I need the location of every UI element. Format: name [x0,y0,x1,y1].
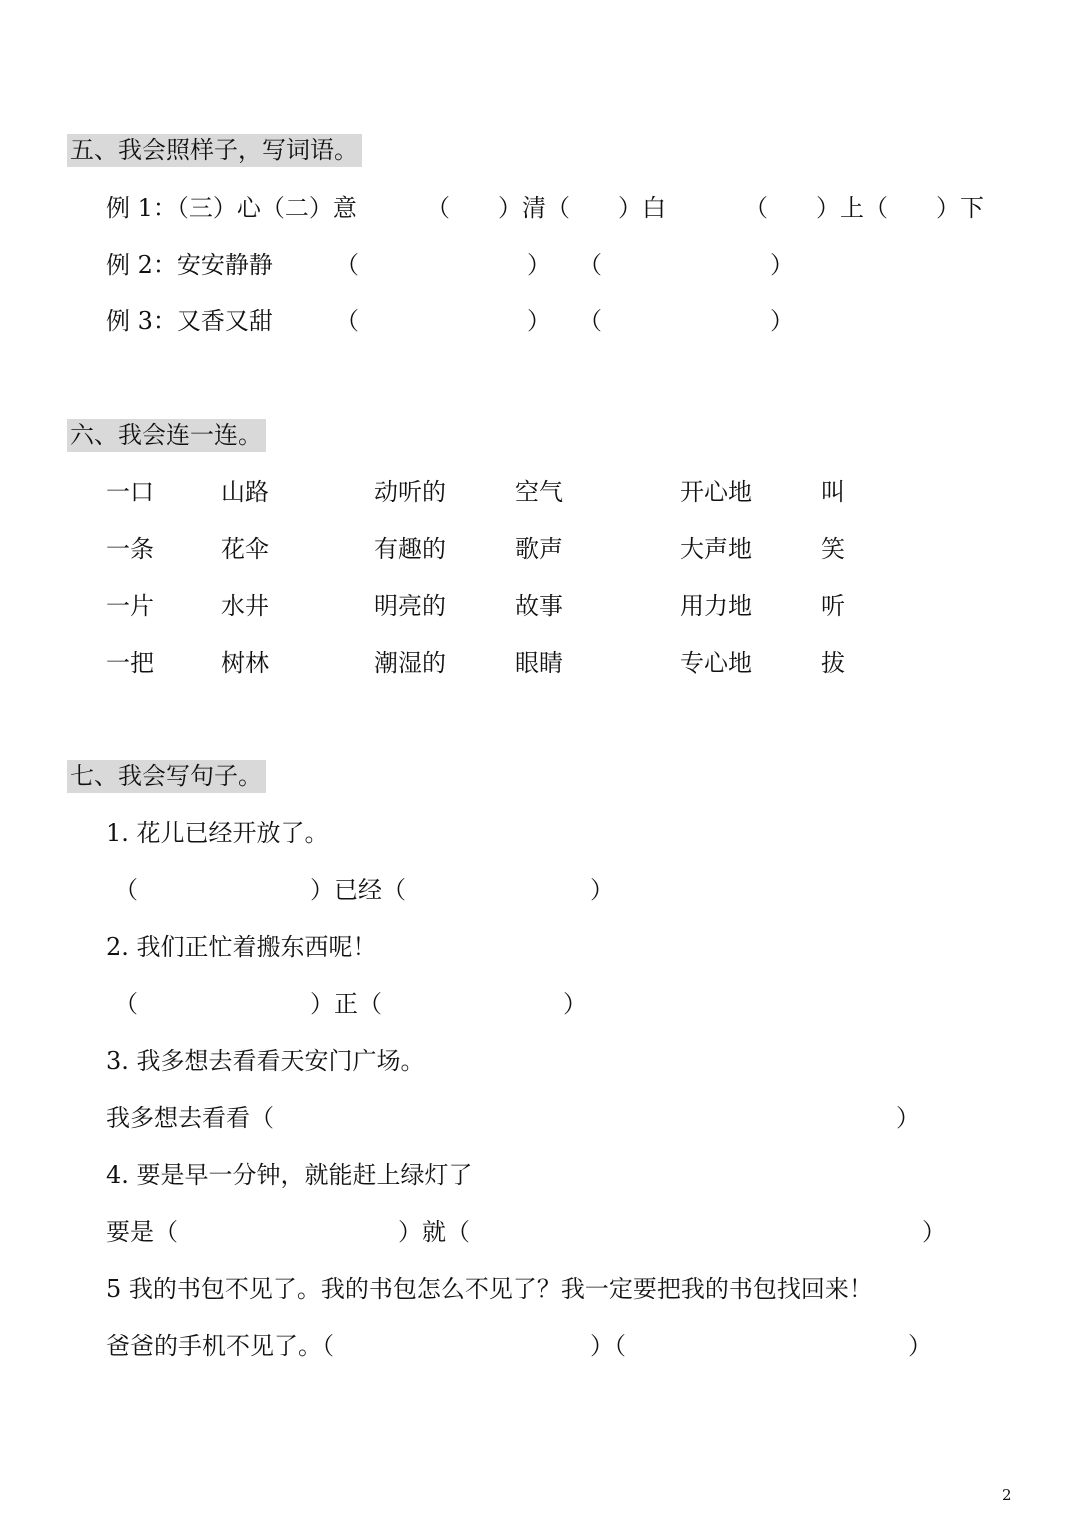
example-1-blank-1[interactable]: （ ）清（ ）白 [426,194,666,222]
match-col5-item[interactable]: 专心地 [680,649,752,677]
sentence-2-blank-close[interactable]: ） [563,990,587,1018]
match-col6-item[interactable]: 叫 [821,478,845,506]
match-col6-item[interactable]: 笑 [821,535,845,563]
match-col1-item[interactable]: 一口 [106,478,154,506]
sentence-5-blank-close[interactable]: ） [908,1332,932,1360]
section-5-heading: 五、我会照样子，写词语。 [67,134,362,167]
example-1-blank-2[interactable]: （ ）上（ ）下 [744,194,984,222]
match-col1-item[interactable]: 一片 [106,592,154,620]
sentence-5-prompt: 5 我的书包不见了。我的书包怎么不见了？我一定要把我的书包找回来！ [106,1275,873,1303]
match-col1-item[interactable]: 一条 [106,535,154,563]
sentence-2-blank-open[interactable]: （ [114,990,138,1018]
sentence-3-blank-close[interactable]: ） [896,1104,920,1132]
match-col2-item[interactable]: 水井 [221,592,269,620]
match-col4-item[interactable]: 歌声 [515,535,563,563]
match-col3-item[interactable]: 有趣的 [374,535,446,563]
match-col4-item[interactable]: 眼睛 [515,649,563,677]
match-col2-item[interactable]: 花伞 [221,535,269,563]
sentence-4-answer-prefix[interactable]: 要是（ [106,1218,178,1246]
section-6-heading: 六、我会连一连。 [67,419,266,452]
sentence-4-prompt: 4. 要是早一分钟，就能赶上绿灯了 [106,1161,473,1189]
match-col5-item[interactable]: 大声地 [680,535,752,563]
match-col1-item[interactable]: 一把 [106,649,154,677]
match-col4-item[interactable]: 故事 [515,592,563,620]
sentence-4-blank-close[interactable]: ） [922,1218,946,1246]
sentence-1-blank-close[interactable]: ） [590,876,614,904]
example-1-label: 例 1：（三）心（二）意 [106,194,357,222]
example-2-label: 例 2：安安静静 [106,251,273,279]
sentence-2-prompt: 2. 我们正忙着搬东西呢！ [106,933,377,961]
match-col3-item[interactable]: 动听的 [374,478,446,506]
match-col5-item[interactable]: 用力地 [680,592,752,620]
sentence-3-prompt: 3. 我多想去看看天安门广场。 [106,1047,425,1075]
match-col3-item[interactable]: 明亮的 [374,592,446,620]
section-7-heading: 七、我会写句子。 [67,760,266,793]
match-col6-item[interactable]: 拔 [821,649,845,677]
example-3-blank-2[interactable]: （ ） [578,307,794,335]
sentence-5-connector[interactable]: ）（ [590,1332,626,1360]
sentence-1-blank-open[interactable]: （ [114,876,138,904]
page-number: 2 [1002,1486,1012,1504]
sentence-1-prompt: 1. 花儿已经开放了。 [106,819,329,847]
example-2-blank-2[interactable]: （ ） [578,251,794,279]
match-col4-item[interactable]: 空气 [515,478,563,506]
match-col2-item[interactable]: 树林 [221,649,269,677]
example-3-blank-1[interactable]: （ ） [335,307,551,335]
sentence-2-connector[interactable]: ）正（ [310,990,382,1018]
match-col3-item[interactable]: 潮湿的 [374,649,446,677]
sentence-1-connector[interactable]: ）已经（ [310,876,406,904]
match-col5-item[interactable]: 开心地 [680,478,752,506]
match-col2-item[interactable]: 山路 [221,478,269,506]
match-col6-item[interactable]: 听 [821,592,845,620]
sentence-5-answer-prefix[interactable]: 爸爸的手机不见了。（ [106,1332,334,1360]
sentence-4-connector[interactable]: ）就（ [398,1218,470,1246]
example-3-label: 例 3：又香又甜 [106,307,273,335]
sentence-3-answer-prefix[interactable]: 我多想去看看（ [106,1104,274,1132]
example-2-blank-1[interactable]: （ ） [335,251,551,279]
